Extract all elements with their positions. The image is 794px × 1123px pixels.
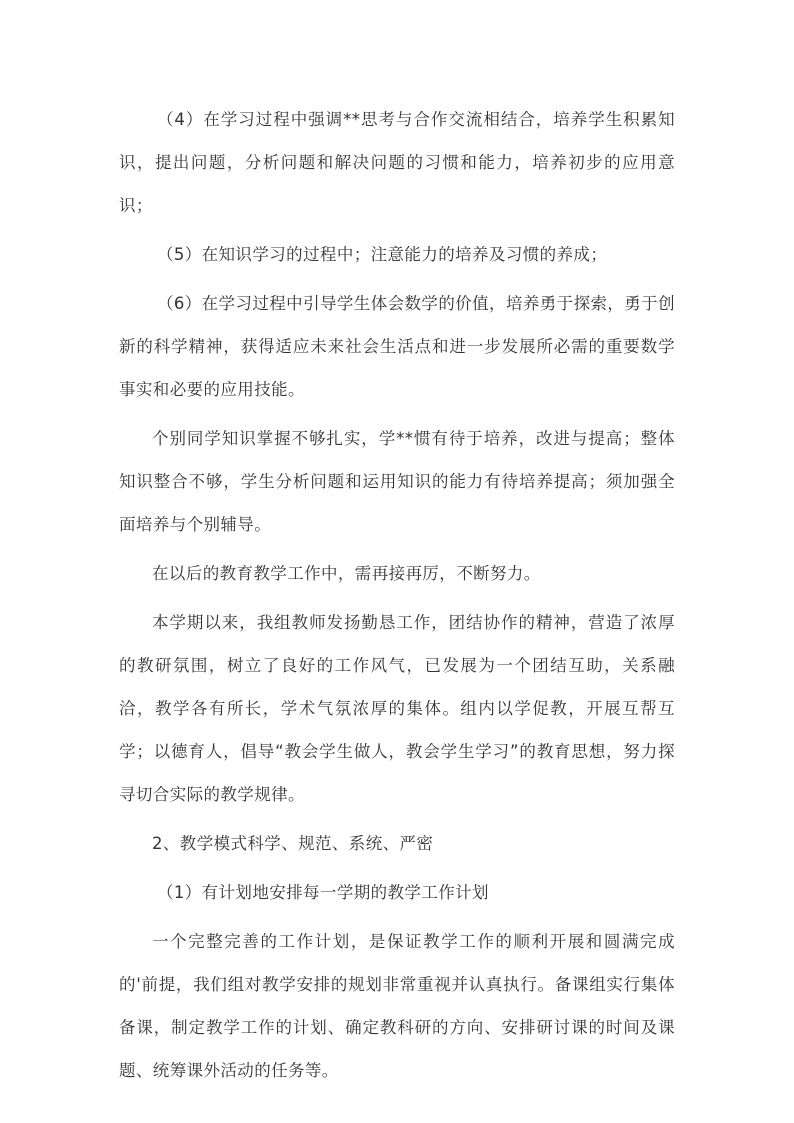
paragraph-item-4: （4）在学习过程中强调**思考与合作交流相结合，培养学生积累知识，提出问题，分析问题和解决问题的习惯和能力，培养初步的应用意识； <box>119 110 675 215</box>
paragraph-semester-summary: 本学期以来，我组教师发扬勤恳工作，团结协作的精神，营造了浓厚的教研氛围，树立了良好的工作风气，已发展为一个团结互助，关系融洽，教学各有所长，学术气氛浓厚的集体。组内以学促教，开展互帮互学；以德育人，倡导“教会学生做人，教会学生学习”的教育思想，努力探寻切合实际的教学规律。 <box>119 613 675 804</box>
subsection-heading-1: （1）有计划地安排每一学期的教学工作计划 <box>156 883 489 902</box>
paragraph-problems: 个别同学知识掌握不够扎实，学**惯有待于培养，改进与提高；整体知识整合不够，学生分析问题和运用知识的能力有待培养提高；须加强全面培养与个别辅导。 <box>119 429 675 534</box>
document-body <box>119 98 675 1098</box>
paragraph-future-work: 在以后的教育教学工作中，需再接再厉，不断努力。 <box>152 564 541 583</box>
paragraph-item-5: （5）在知识学习的过程中；注意能力的培养及习惯的养成； <box>156 245 608 264</box>
section-heading-2: 2、教学模式科学、规范、系统、严密 <box>152 834 434 853</box>
paragraph-work-plan: 一个完整完善的工作计划，是保证教学工作的顺利开展和圆满完成的'前提，我们组对教学安排的规划非常重视并认真执行。备课组实行集体备课，制定教学工作的计划、确定教科研的方向、安排研讨课的时间及课题、统筹课外活动的任务等。 <box>119 932 675 1080</box>
paragraph-item-6: （6）在学习过程中引导学生体会数学的价值，培养勇于探索，勇于创新的科学精神，获得适应未来社会生活点和进一步发展所必需的重要数学事实和必要的应用技能。 <box>119 294 675 399</box>
